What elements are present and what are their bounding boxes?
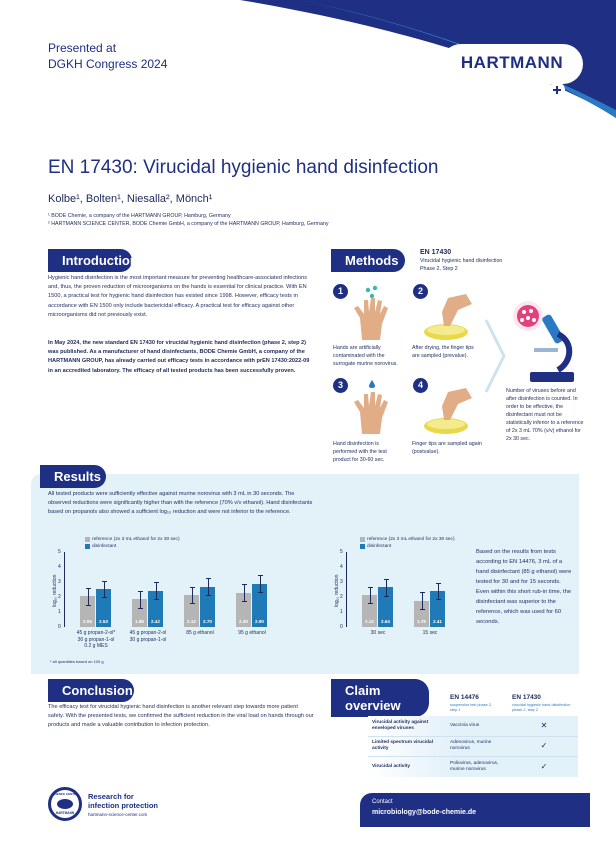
category-label: 45 g propan-2-ol 30 g propan-1-ol: [129, 630, 167, 643]
bar-value-label: 2.41: [433, 619, 442, 624]
claim-col1-sub: suspension test phase 2, step 1: [450, 703, 493, 712]
hartmann-cross-icon: [549, 82, 565, 98]
chart-1-ylabel: log₁₀ reduction: [52, 574, 58, 607]
methods-standard-sub1: Virucidal hygienic hand disinfection: [420, 258, 503, 264]
bar-value-label: 2.70: [203, 619, 212, 624]
methods-result-text: Number of viruses before and after disinfection is counted. In order to be effective, the disinfectant must not be statistically inferior to a reference of 2x 3 mL 70% (v/v) ethanol for 2x 30 sec.: [506, 388, 584, 442]
step-2-text: After drying, the finger tips are sampled (prevalue).: [412, 345, 474, 359]
conclusion-text: The efficacy test for virucidal hygienic hand disinfection is another relevant step towards more patient safety. With the presented tests, we confirmed the sufficient reduction in the viral load on hands through our products and made a valuable contribution to infection protection.: [48, 704, 314, 729]
bar-value-label: 2.12: [187, 619, 196, 624]
y-tick-label: 2: [58, 594, 61, 600]
poster-title: EN 17430: Virucidal hygienic hand disinfection: [48, 157, 439, 178]
congress-name: DGKH Congress 2024: [48, 57, 168, 71]
error-bar-cap: [154, 599, 159, 600]
error-bar: [208, 578, 209, 595]
error-bar-cap: [436, 599, 441, 600]
claim-mark: ✓: [540, 761, 548, 771]
microscope-icon: [510, 294, 580, 390]
error-bar-cap: [258, 575, 263, 576]
seal-emblem-icon: [57, 799, 73, 809]
research-line-1: Research for: [88, 792, 134, 801]
claim-name: Virucidal activity: [372, 763, 411, 769]
category-label: 15 sec: [422, 630, 438, 636]
step-3-number: 3: [333, 378, 348, 393]
seal-text: SCIENCE CENTER: [51, 792, 79, 796]
claim-col2-sub: virucidal hygienic hand disinfection phase 2, step 2: [512, 703, 571, 712]
contact-email[interactable]: microbiology@bode-chemie.de: [372, 809, 477, 816]
science-center-seal: [48, 787, 82, 821]
bar-value-label: 2.05: [83, 619, 92, 624]
y-tick-label: 5: [340, 549, 343, 555]
error-bar-cap: [242, 601, 247, 602]
legend-swatch-reference-2: [360, 537, 365, 542]
methods-heading: Methods: [331, 249, 405, 272]
contact-label: Contact: [372, 799, 393, 805]
error-bar: [370, 587, 371, 604]
y-tick-label: 4: [340, 564, 343, 570]
presented-at: Presented at: [48, 41, 117, 55]
step-4-number: 4: [413, 378, 428, 393]
bar-value-label: 1.76: [417, 619, 426, 624]
error-bar: [438, 583, 439, 600]
methods-standard-title: EN 17430: [420, 249, 452, 256]
claim-table: [368, 716, 578, 777]
legend-disinfectant-label-2: disinfectant: [367, 544, 392, 549]
error-bar-cap: [154, 582, 159, 583]
introduction-paragraph-2: In May 2024, the new standard EN 17430 for virucidal hygienic hand disinfection (phase 2, step 2) was published. As a manufacturer of hand disinfectants, BODE Chemie GmbH, a company of the HARTMANN GROUP, has already carried out efficacy tests in accordance with prEN 17430:2022-09 in an accredited laboratory. The efficacy of all tested products has been successfully proven.: [48, 340, 310, 374]
y-tick-label: 5: [58, 549, 61, 555]
y-tick-label: 3: [58, 579, 61, 585]
claim-col2-title: EN 17430: [512, 694, 541, 701]
conclusion-heading: Conclusion: [48, 679, 134, 702]
legend-swatch-reference: [85, 537, 90, 542]
error-bar-cap: [206, 595, 211, 596]
claim-row: [368, 716, 578, 736]
error-bar-cap: [86, 588, 91, 589]
y-tick-label: 3: [340, 579, 343, 585]
introduction-heading: Introduction: [48, 249, 132, 272]
y-tick-label: 2: [340, 594, 343, 600]
results-text: All tested products were sufficiently effective against murine norovirus with 3 mL in 30 seconds. The observed reductions were significantly higher than with the reference (70% v/v ethanol). Hand disinfectants based on propanols also showed a sufficient log₁₀ reduction and were not inferior to the reference.: [48, 491, 313, 516]
bar-value-label: 2.90: [255, 619, 264, 624]
research-url[interactable]: hartmann-science-center.com: [88, 812, 148, 817]
error-bar-cap: [102, 581, 107, 582]
legend-reference-label: reference (2x 3 mL ethanol for 2x 30 sec): [92, 537, 180, 542]
error-bar-cap: [190, 603, 195, 604]
error-bar-cap: [368, 603, 373, 604]
legend-disinfectant-label: disinfectant: [92, 544, 117, 549]
error-bar: [244, 584, 245, 601]
error-bar: [192, 587, 193, 604]
seal-brand: HARTMANN: [55, 811, 75, 815]
step-4-text: Finger tips are sampled again (postvalue).: [412, 441, 482, 455]
category-label: 30 sec: [370, 630, 386, 636]
error-bar: [88, 588, 89, 605]
error-bar-cap: [138, 591, 143, 592]
chart-axis-line: [346, 552, 347, 627]
y-tick-label: 4: [58, 564, 61, 570]
results-side-text: Based on the results from tests according to EN 14476, 3 mL of a hand disinfectant (85 g ethanol) were tested for 30 and for 15 seconds. Even within this short rub-in time, the disinfectant was superior to the reference, which was used for 60 seconds.: [476, 549, 572, 625]
error-bar: [422, 592, 423, 609]
error-bar: [260, 575, 261, 592]
authors: Kolbe¹, Bolten¹, Niesalla², Mönch¹: [48, 193, 213, 205]
legend-reference-label-2: reference (2x 3 mL ethanol for 2x 30 sec): [367, 537, 455, 542]
y-tick-label: 0: [58, 624, 61, 630]
bar-value-label: 1.85: [135, 619, 144, 624]
error-bar-cap: [420, 592, 425, 593]
claim-viruses: Vaccinia virus: [446, 716, 510, 736]
y-tick-label: 1: [58, 609, 61, 615]
research-line-2: infection protection: [88, 801, 158, 810]
claim-viruses: Poliovirus, adenovirus, murine norovirus: [450, 760, 499, 772]
affiliation-2: ² HARTMANN SCIENCE CENTER, BODE Chemie GmbH, a company of the HARTMANN GROUP, Hamburg, Germany: [48, 221, 329, 227]
hartmann-logo-text: HARTMANN: [460, 53, 564, 72]
error-bar-cap: [138, 608, 143, 609]
claim-row: [368, 756, 578, 777]
bar-value-label: 2.12: [365, 619, 374, 624]
error-bar-cap: [436, 583, 441, 584]
methods-standard-sub2: Phase 2, Step 2: [420, 266, 458, 272]
error-bar-cap: [102, 597, 107, 598]
results-footnote: * all quantities based on 100 g: [50, 659, 104, 664]
claim-mark: ✕: [510, 716, 578, 736]
chart-2-ylabel: log₁₀ reduction: [334, 574, 340, 607]
error-bar-cap: [86, 605, 91, 606]
step-3-text: Hand disinfection is performed with the test product for 30-60 sec.: [333, 441, 387, 463]
introduction-paragraph-1: Hygienic hand disinfection is the most important measure for preventing healthcare-associated infections and, thus, the proven reduction of microorganisms on the hands is essential for clinical practice. With EN 1500, a practical test for hygienic hand disinfection has existed since 1998. However, efficacy tests in accordance with EN 1500 only include bactericidal efficacy. A practical test for efficacy against other microorganisms did not previously exist.: [48, 275, 308, 318]
error-bar-cap: [384, 596, 389, 597]
hand-contaminated-icon: [348, 284, 398, 342]
category-label: 45 g propan-2-ol* 30 g propan-1-ol 0.2 g MES: [76, 630, 116, 649]
error-bar-cap: [384, 579, 389, 580]
error-bar-cap: [190, 587, 195, 588]
error-bar-cap: [420, 609, 425, 610]
claim-col1-title: EN 14476: [450, 694, 479, 701]
bar-value-label: 2.30: [239, 619, 248, 624]
claim-overview-heading: Claim overview: [331, 679, 429, 717]
results-heading: Results: [40, 465, 106, 488]
bar-value-label: 2.53: [99, 619, 108, 624]
category-label: 95 g ethanol: [238, 630, 266, 636]
y-tick-label: 0: [340, 624, 343, 630]
bar-value-label: 2.42: [151, 619, 160, 624]
error-bar: [140, 591, 141, 608]
chart-axis-line: [64, 552, 65, 627]
error-bar-cap: [242, 584, 247, 585]
error-bar-cap: [368, 587, 373, 588]
hand-disinfection-icon: [348, 378, 398, 436]
bar-value-label: 2.64: [381, 619, 390, 624]
affiliation-1: ¹ BODE Chemie, a company of the HARTMANN GROUP, Hamburg, Germany: [48, 213, 231, 219]
error-bar: [104, 581, 105, 598]
legend-swatch-disinfectant-2: [360, 544, 365, 549]
step-2-number: 2: [413, 284, 428, 299]
step-1-text: Hands are artificially contaminated with the surrogate murine norovirus.: [333, 345, 398, 367]
error-bar: [156, 582, 157, 599]
y-tick-label: 1: [340, 609, 343, 615]
fingertip-resampling-icon: [418, 384, 478, 438]
fingertip-sampling-icon: [418, 290, 478, 344]
category-label: 85 g ethanol: [186, 630, 214, 636]
chevron-right-icon: [484, 318, 506, 394]
claim-name: Virucidal activity against enveloped viruses: [368, 716, 446, 736]
claim-mark: ✓: [510, 736, 578, 756]
error-bar-cap: [206, 578, 211, 579]
claim-name: Limited spectrum virucidal activity: [368, 736, 446, 756]
error-bar: [386, 579, 387, 596]
claim-row: [368, 736, 578, 756]
error-bar-cap: [258, 592, 263, 593]
step-1-number: 1: [333, 284, 348, 299]
legend-swatch-disinfectant: [85, 544, 90, 549]
claim-viruses: Adenovirus, murine norovirus: [446, 736, 510, 756]
